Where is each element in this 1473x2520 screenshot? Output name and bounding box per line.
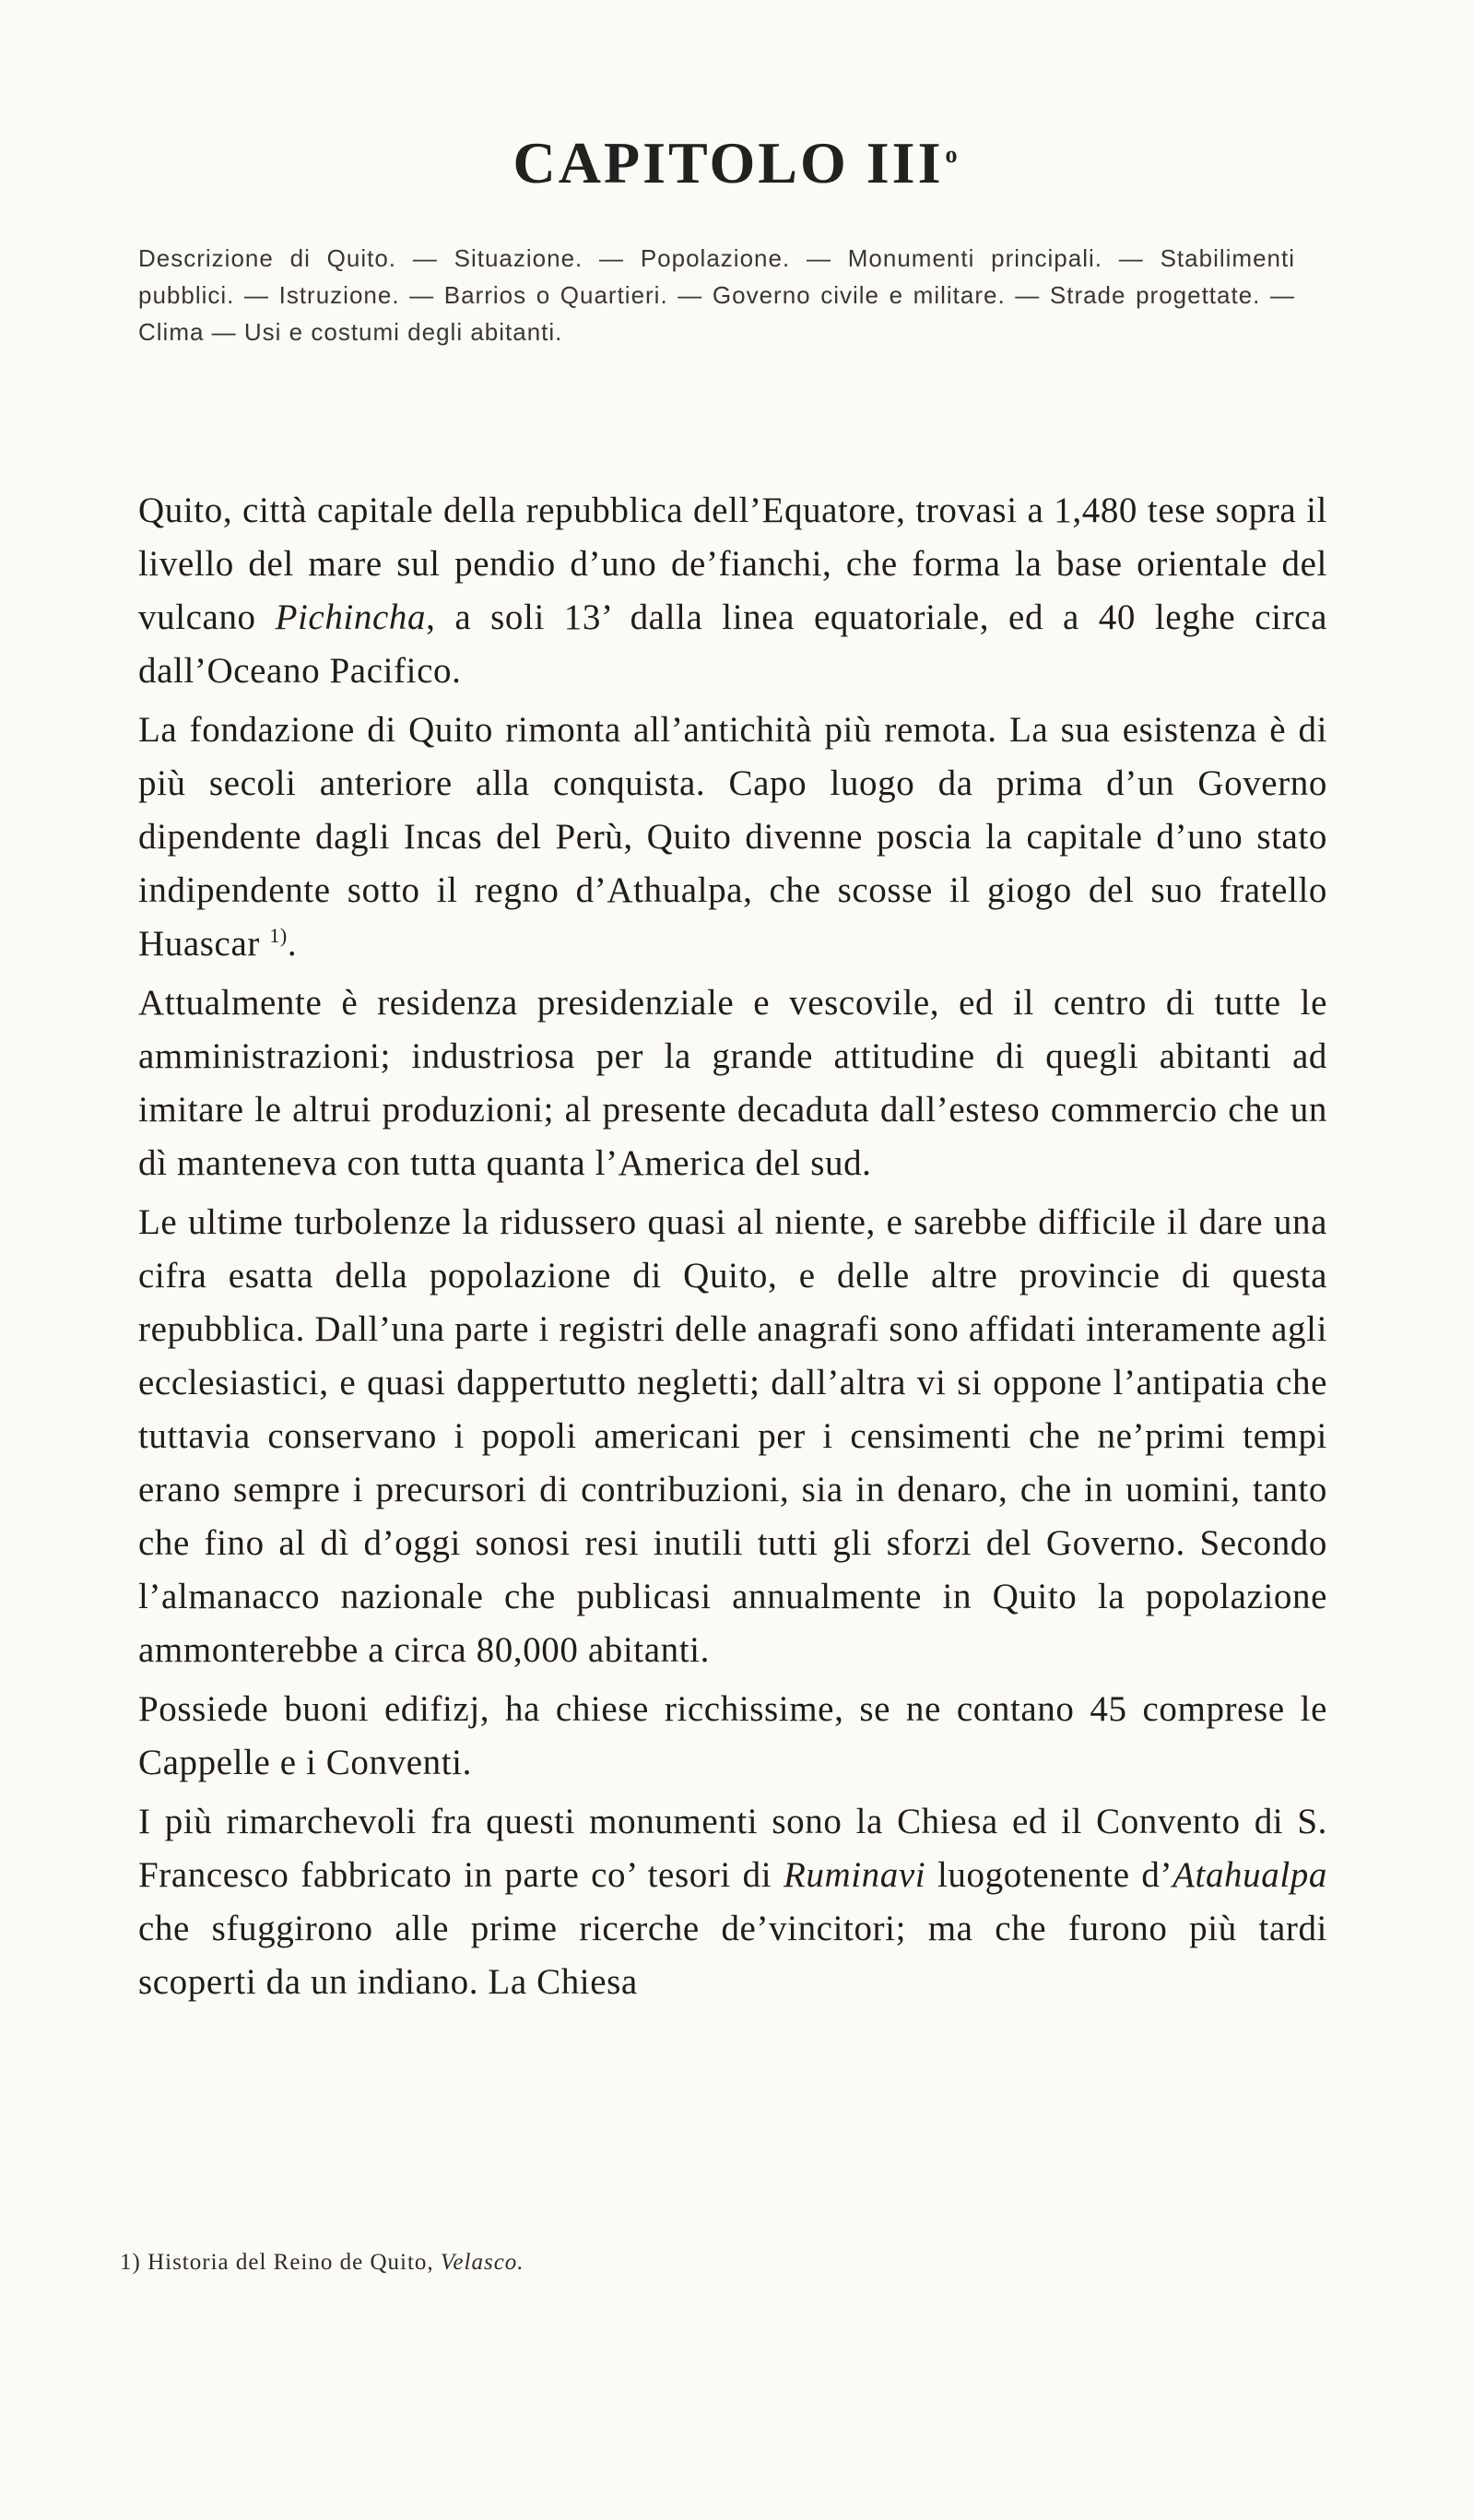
paragraph-6-italic-ruminavi: Ruminavi	[783, 1855, 926, 1895]
paragraph-6-italic-atahualpa: Atahualpa	[1173, 1855, 1327, 1895]
paragraph-2-text-a: La fondazione di Quito rimonta all’antichità più remota. La sua esistenza è di più secoli anteriore alla conquista. Capo luogo da prima d’un Governo dipendente dagli Incas del Perù, Quito divenne poscia la capitale d’uno stato indipendente sotto il regno d’Athualpa, che scosse il giogo del suo fratello Huascar	[138, 710, 1327, 964]
paragraph-1	[138, 484, 1327, 698]
paragraph-6-text-c: luogotenente d’	[925, 1855, 1173, 1895]
paragraph-2	[138, 704, 1327, 971]
footnote-reference[interactable]: 1)	[269, 924, 288, 947]
chapter-ordinal-mark: o	[945, 140, 960, 168]
paragraph-1-text-a: Quito, città capitale della repubblica dell’Equatore, trovasi a 1,480 tese sopra il livello del mare sul pendio d’uno de’fianchi, che forma la base orientale del vulcano	[138, 491, 1327, 637]
paragraph-5: Possiede buoni edifizj, ha chiese ricchissime, se ne contano 45 comprese le Cappelle e i Conventi.	[138, 1689, 1327, 1782]
paragraph-4: Le ultime turbolenze la ridussero quasi al niente, e sarebbe difficile il dare una cifra esatta della popolazione di Quito, e delle altre provincie di questa repubblica. Dall’una parte i registri delle anagrafi sono affidati interamente agli ecclesiastici, e quasi dappertutto negletti; dall’altra vi si oppone l’antipatia che tuttavia conservano i popoli americani per i censimenti che ne’primi tempi erano sempre i precursori di contribuzioni, sia in denaro, che in uomini, tanto che fino al dì d’oggi sonosi resi inutili tutti gli sforzi del Governo. Secondo l’almanacco nazionale che publicasi annualmente in Quito la popolazione ammonterebbe a circa 80,000 abitanti.	[138, 1202, 1327, 1670]
body-text	[138, 484, 1327, 2015]
paragraph-3: Attualmente è residenza presidenziale e vescovile, ed il centro di tutte le amministrazioni; industriosa per la grande attitudine di quegli abitanti ad imitare le altrui produzioni; al presente decaduta dall’esteso commercio che un dì manteneva con tutta quanta l’America del sud.	[138, 983, 1327, 1183]
chapter-title	[0, 129, 1473, 197]
paragraph-6-text-a: I più rimarchevoli fra questi monumenti sono la Chiesa ed il Convento di S. Francesco fabbricato in parte co’ tesori di	[138, 1802, 1327, 1895]
footnote	[120, 2250, 1226, 2276]
chapter-summary: Descrizione di Quito. — Situazione. — Popolazione. — Monumenti principali. — Stabilimenti pubblici. — Istruzione. — Barrios o Quartieri. — Governo civile e militare. — Strade progettate. — Clima — Usi e costumi degli abitanti.	[138, 244, 1295, 346]
paragraph-6-text-e: che sfuggirono alle prime ricerche de’vincitori; ma che furono più tardi scoperti da un indiano. La Chiesa	[138, 1909, 1327, 2002]
paragraph-1-italic-pichincha: Pichincha	[275, 597, 427, 637]
chapter-title-text: CAPITOLO III	[513, 130, 944, 195]
paragraph-1-text-c: , a soli 13’ dalla linea equatoriale, ed a 40 leghe circa dall’Oceano Pacifico.	[138, 597, 1327, 691]
footnote-text: 1) Historia del Reino de Quito,	[120, 2250, 441, 2275]
paragraph-2-text-c: .	[287, 924, 298, 964]
paragraph-6	[138, 1795, 1327, 2009]
footnote-author: Velasco.	[440, 2250, 524, 2275]
